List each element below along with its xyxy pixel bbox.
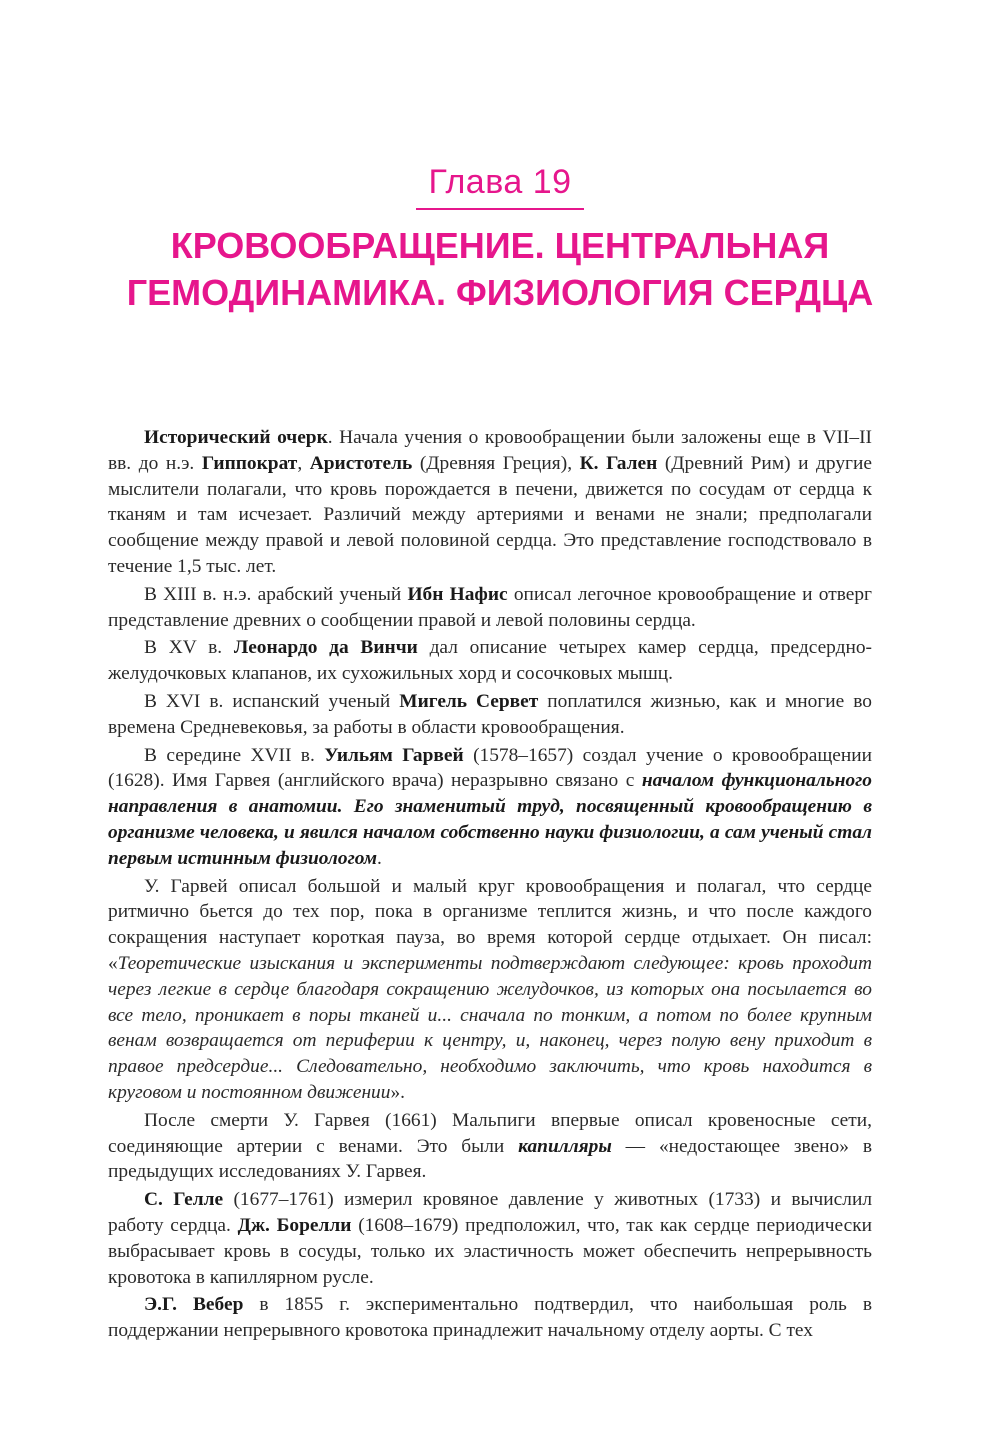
text-run: После смерти У. Гарвея (1661) Мальпиги впервые описал кровеносные сети, соединяющие артерии с венами. Это были [108,1109,872,1157]
paragraph-weber [108,1292,872,1344]
text-run: (Древний Рим) и другие мыслители полагали, что кровь порождается в печени, движется по сосудам от сердца к тканям и там исчезает. Различий между артериями и венами не знали; предполагали сообщение между правой и левой половиной сердца. Это представление господствовало в течение 1,5 тыс. лет. [108,452,872,577]
chapter-title-line-1: КРОВООБРАЩЕНИЕ. ЦЕНТРАЛЬНАЯ [170,225,830,266]
chapter-number-block [0,163,1000,210]
paragraph-historical-overview [108,425,872,580]
bold-name: Аристотель [309,452,413,474]
bold-name: Леонардо да Винчи [233,637,418,659]
text-run: ». [390,1081,405,1103]
bold-name: Дж. Борелли [237,1214,352,1236]
text-run: . Начала учения о кровообращении были заложены еще в VII–II вв. до н.э. [108,427,872,474]
text-run: (1608–1679) предположил, что, так как сердце периодически выбрасывает кровь в сосуды, только их эластичность может обеспечить непрерывность кровотока в капиллярном русле. [108,1214,872,1288]
bold-term: Исторический очерк [144,427,328,448]
text-run: В XVI в. испанский ученый [144,690,400,712]
text-run: — «недостающее звено» в предыдущих исследованиях У. Гарвея. [108,1135,872,1183]
text-run: дал описание четырех камер сердца, предсердно-желудочковых клапанов, их сухожильных хорд и сосочковых мышц. [108,637,873,685]
text-run: поплатился жизнью, как и многие во времена Средневековья, за работы в области кровообращения. [108,690,872,738]
text-run: в 1855 г. экспериментально подтвердил, что наибольшая роль в поддержании непрерывного кровотока принадлежит начальному отделу аорты. С тех [108,1294,872,1342]
bold-name: Ибн Нафис [407,583,508,605]
bold-name: Э.Г. Вебер [144,1294,244,1316]
text-run: В середине XVII в. [144,744,325,766]
chapter-title [0,222,1000,316]
paragraph-malpighi [108,1108,872,1185]
bold-name: Уильям Гарвей [324,744,464,766]
bold-italic-emphasis: началом функционального направления в анатомии. Его знаменитый труд, посвященный кровообращению в организме человека, и явился началом собственно науки физиологии, а сам ученый стал первым истинным физиологом [108,770,873,869]
italic-quote: Теоретические изыскания и эксперименты подтверждают следующее: кровь проходит через легкие в сердце благодаря сокращению желудочков, из которых она посылается во все тело, проникает в поры тканей и... сначала по тонким, а потом по более крупным венам возвращается от периферии к центру, и, наконец, через полую вену приходит в правое предсердие... Следовательно, необходимо заключить, что кровь находится в круговом и постоянном движении [108,952,872,1103]
paragraph-hales-borelli [108,1187,872,1290]
bold-name: С. Гелле [144,1189,224,1211]
text-run: (1677–1761) измерил кровяное давление у животных (1733) и вычислил работу сердца. [108,1189,872,1236]
text-run: (1578–1657) создал учение о кровообращении (1628). Имя Гарвея (английского врача) неразрывно связано с [108,744,872,792]
text-run: , [297,452,310,474]
text-run: описал легочное кровообращение и отверг представление древних о сообщении правой и левой половины сердца. [108,583,872,631]
paragraph-servet [108,689,872,741]
text-run: В XV в. [144,637,234,659]
bold-name: К. Гален [579,452,658,474]
bold-name: Мигель Сервет [399,690,539,712]
text-run: У. Гарвей описал большой и малый круг кровообращения и полагал, что сердце ритмично бьется до тех пор, пока в организме теплится жизнь, и что после каждого сокращения наступает короткая пауза, во время которой сердце отдыхает. Он писал: « [108,875,872,974]
chapter-title-line-2: ГЕМОДИНАМИКА. ФИЗИОЛОГИЯ СЕРДЦА [126,272,874,313]
chapter-body [108,425,872,1346]
bold-name: Гиппократ [201,452,298,474]
text-run: . [376,847,382,869]
paragraph-leonardo [108,635,872,687]
text-run: (Древняя Греция), [412,452,580,474]
chapter-number: Глава 19 [416,163,583,210]
paragraph-harvey-quote [108,874,872,1106]
paragraph-ibn-nafis [108,582,872,634]
text-run: В XIII в. н.э. арабский ученый [144,583,408,605]
paragraph-harvey [108,743,872,872]
bold-italic-term: капилляры [518,1135,612,1157]
